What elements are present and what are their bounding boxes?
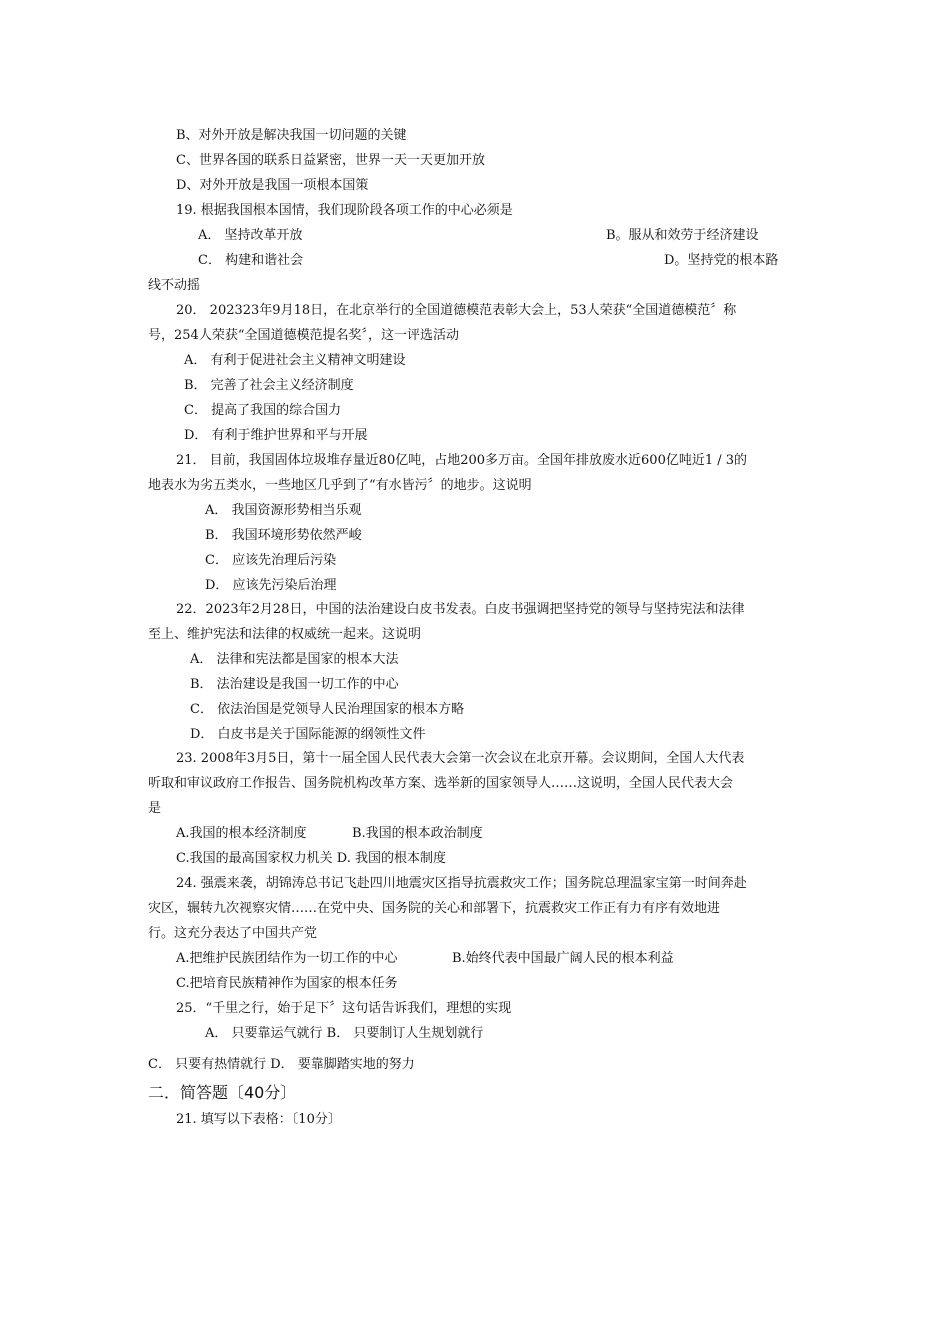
question-24: 24. 强震来袭，胡锦涛总书记飞赴四川地震灾区指导抗震救灾工作；国务院总理温家宝第一时间奔赴 xyxy=(176,876,747,891)
q22-option-b: B． 法治建设是我国一切工作的中心 xyxy=(190,677,399,692)
q20-option-d: D． 有利于维护世界和平与开展 xyxy=(184,428,368,443)
question-23: 23. 2008年3月5日，第十一届全国人民代表大会第一次会议在北京开幕。会议期间，全国人大代表 xyxy=(176,751,745,766)
q21-option-d: D． 应该先污染后治理 xyxy=(205,578,337,593)
q22-option-a: A． 法律和宪法都是国家的根本大法 xyxy=(190,652,399,667)
q21-option-a: A． 我国资源形势相当乐观 xyxy=(205,503,362,518)
question-23-cont: 听取和审议政府工作报告、国务院机构改革方案、选举新的国家领导人……这说明，全国人民代表大会 xyxy=(148,776,734,791)
question-24-cont2: 行。这充分表达了中国共产党 xyxy=(148,926,318,941)
question-22: 22．2023年2月28日，中国的法治建设白皮书发表。白皮书强调把坚持党的领导与坚持宪法和法律 xyxy=(176,602,745,617)
q20-option-c: C． 提高了我国的综合国力 xyxy=(184,403,342,418)
option-b-line: B、对外开放是解决我国一切问题的关键 xyxy=(176,128,407,143)
question-21-cont: 地表水为劣五类水，一些地区几乎到了“有水皆污〞的地步。这说明 xyxy=(148,478,532,493)
q25-option-cd: C． 只要有热情就行 D． 要靠脚踏实地的努力 xyxy=(148,1057,415,1072)
section-heading: 二．简答题〔40分〕 xyxy=(148,1083,297,1102)
question-20-cont: 号，254人荣获“全国道德模范提名奖〞，这一评选活动 xyxy=(148,328,459,343)
q20-option-a: A． 有利于促进社会主义精神文明建设 xyxy=(184,353,406,368)
question-21-table: 21. 填写以下表格：〔10分〕 xyxy=(176,1112,341,1127)
q23-option-a: A.我国的根本经济制度 xyxy=(176,826,307,841)
q21-option-b: B． 我国环境形势依然严峻 xyxy=(205,528,362,543)
q25-option-ab: A． 只要靠运气就行 B． 只要制订人生规划就行 xyxy=(205,1026,484,1041)
question-25: 25．“千里之行，始于足下〞这句话告诉我们，理想的实现 xyxy=(176,1001,512,1016)
question-19: 19. 根据我国根本国情，我们现阶段各项工作的中心必须是 xyxy=(176,203,513,218)
q19-option-c: C． 构建和谐社会 xyxy=(198,253,304,268)
question-24-cont: 灾区，辗转九次视察灾情……在党中央、国务院的关心和部署下，抗震救灾工作正有力有序有效地进 xyxy=(148,901,721,916)
q19-option-b: B。服从和效劳于经济建设 xyxy=(606,228,759,243)
q19-option-d-cont: 线不动摇 xyxy=(148,278,201,293)
question-22-cont: 至上、维护宪法和法律的权威统一起来。这说明 xyxy=(148,627,422,642)
q23-option-b: B.我国的根本政治制度 xyxy=(352,826,483,841)
q23-option-cd: C.我国的最高国家权力机关 D. 我国的根本制度 xyxy=(176,851,446,866)
q22-option-c: C． 依法治国是党领导人民治理国家的根本方略 xyxy=(190,702,465,717)
q22-option-d: D． 白皮书是关于国际能源的纲领性文件 xyxy=(190,727,426,742)
q20-option-b: B． 完善了社会主义经济制度 xyxy=(184,378,354,393)
option-d-line: D、对外开放是我国一项根本国策 xyxy=(176,178,369,193)
q21-option-c: C． 应该先治理后污染 xyxy=(205,553,337,568)
q19-option-d: D。坚持党的根本路 xyxy=(664,253,779,268)
question-23-cont2: 是 xyxy=(148,801,162,816)
option-c-line: C、世界各国的联系日益紧密，世界一天一天更加开放 xyxy=(176,153,485,168)
q19-option-a: A． 坚持改革开放 xyxy=(198,228,303,243)
q24-option-b: B.始终代表中国最广阔人民的根本利益 xyxy=(452,951,674,966)
q24-option-c: C.把培育民族精神作为国家的根本任务 xyxy=(176,976,398,991)
question-21: 21． 目前，我国固体垃圾堆存量近80亿吨，占地200多万亩。全国年排放废水近600亿吨近1 / 3的 xyxy=(176,453,748,468)
question-20: 20． 202323年9月18日，在北京举行的全国道德模范表彰大会上，53人荣获“全国道德模范〞称 xyxy=(176,303,737,318)
q24-option-a: A.把维护民族团结作为一切工作的中心 xyxy=(176,951,398,966)
